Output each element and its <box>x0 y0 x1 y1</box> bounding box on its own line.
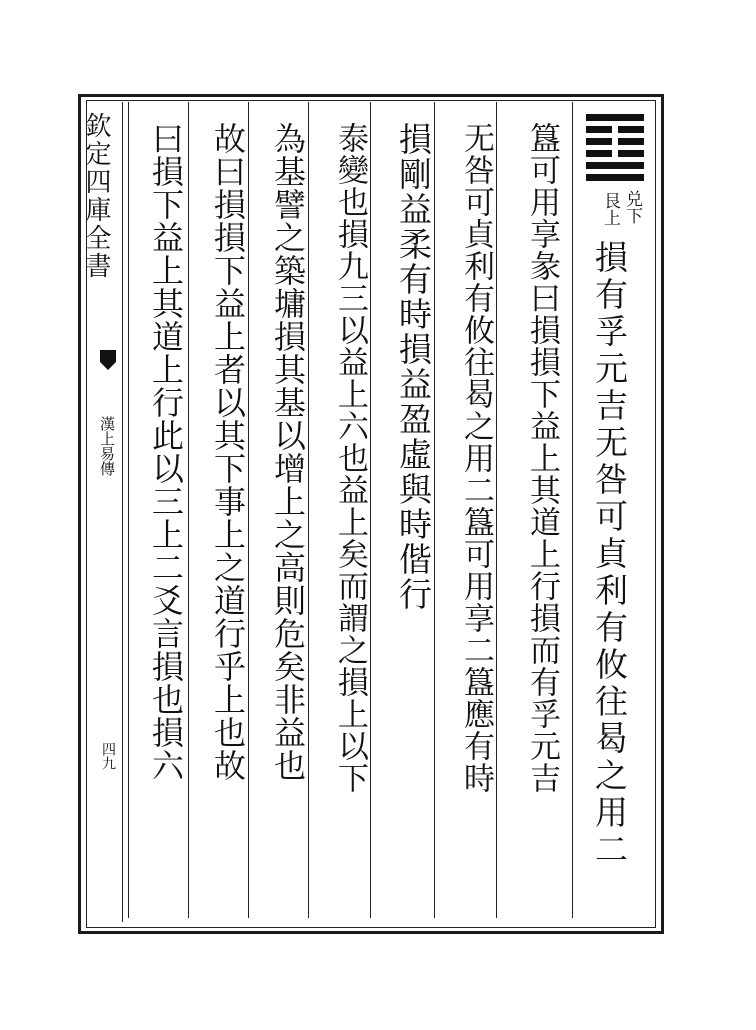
column-rule <box>128 102 129 918</box>
column-rule <box>572 102 573 918</box>
column-text: 損有孚元吉无咎可貞利有攸往曷之用二 <box>590 240 629 869</box>
column-rule <box>370 102 371 918</box>
text-column-1 <box>586 240 628 1030</box>
text-column-4 <box>390 122 432 912</box>
hexagram-line-yang <box>586 174 644 181</box>
lower-trigram-label: 兑下 <box>622 190 642 224</box>
text-column-3 <box>452 122 494 912</box>
book-title: 欽定四庫全書 <box>81 112 111 280</box>
column-text: 泰變也損九三以益上六也益上矣而謂之損上以下 <box>332 122 368 794</box>
column-rule <box>308 102 309 918</box>
text-column-6 <box>264 122 306 912</box>
trigram-labels <box>596 190 644 240</box>
hexagram-line-yang <box>586 114 644 121</box>
column-rule <box>248 102 249 918</box>
column-text: 无咎可貞利有攸往曷之用二簋可用享二簋應有時 <box>458 122 494 794</box>
column-rule <box>496 102 497 918</box>
upper-trigram-label: 艮上 <box>600 192 620 226</box>
hexagram-line-yin <box>586 138 644 145</box>
hexagram-line-yang <box>586 162 644 169</box>
column-text: 簋可用享彖曰損損下益上其道上行損而有孚元吉 <box>524 122 560 794</box>
column-text: 為基譬之築墉損其基以增上之高則危矣非益也 <box>269 122 307 782</box>
book-subtitle: 漢上易傳 <box>98 416 116 476</box>
text-column-7 <box>204 122 246 912</box>
column-text: 損剛益柔有時損益盈虛與時偕行 <box>394 122 433 612</box>
fish-tail-mark <box>100 350 116 362</box>
page-number: 四九 <box>100 742 116 770</box>
column-rule <box>434 102 435 918</box>
text-column-5 <box>326 122 368 912</box>
column-text: 曰損下益上其道上行此以三上二爻言損也損六 <box>147 122 185 782</box>
column-rule <box>188 102 189 918</box>
column-text: 故曰損損下益上者以其下事上之道行乎上也故 <box>209 122 247 782</box>
hexagram-symbol <box>586 114 644 186</box>
page-frame <box>78 94 664 934</box>
text-column-2 <box>518 122 560 912</box>
margin-strip <box>81 102 123 922</box>
hexagram-line-yin <box>586 150 644 157</box>
text-column-8 <box>142 122 184 912</box>
hexagram-line-yin <box>586 126 644 133</box>
